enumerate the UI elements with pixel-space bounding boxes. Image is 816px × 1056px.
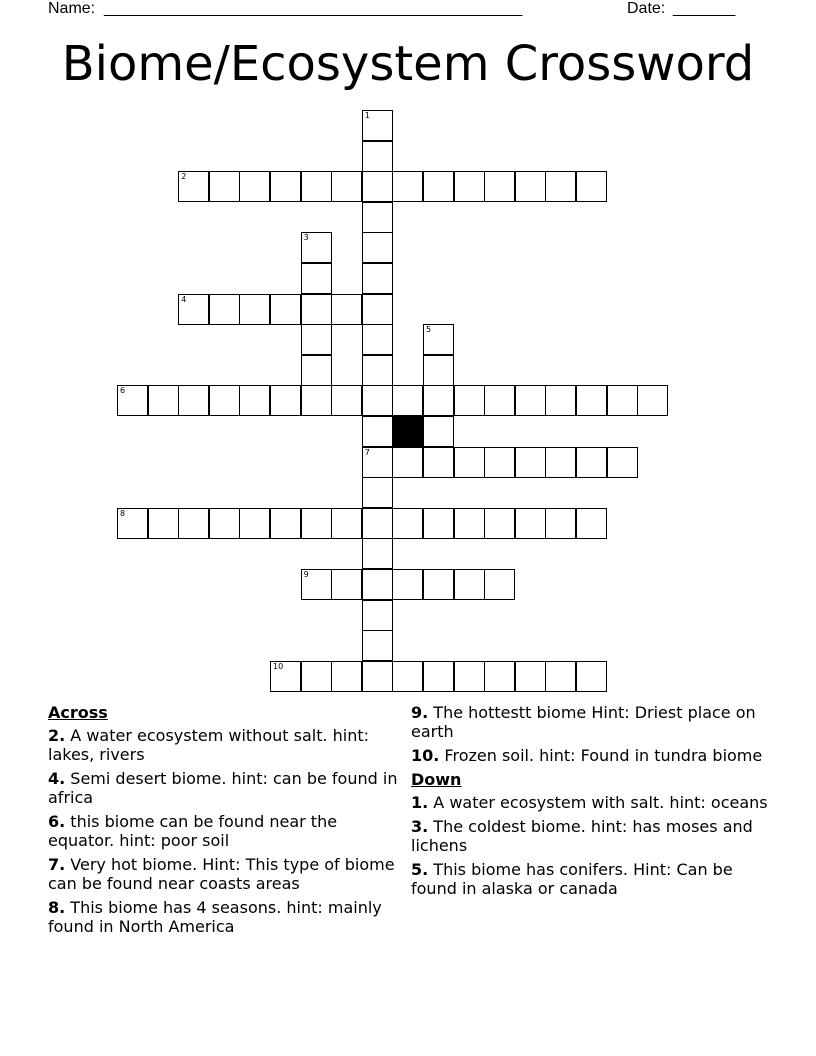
grid-cell[interactable] [270,294,301,325]
clue-text: A water ecosystem with salt. hint: oceans [428,793,768,812]
grid-cell[interactable] [270,661,301,692]
grid-cell[interactable] [515,661,546,692]
grid-cell[interactable] [148,385,179,416]
grid-cell[interactable] [301,171,332,202]
grid-cell[interactable] [545,385,576,416]
grid-cell[interactable] [301,355,332,386]
grid-cell[interactable] [178,171,209,202]
across-clue [48,855,398,893]
grid-cell[interactable] [362,232,393,263]
grid-cell[interactable] [423,569,454,600]
clue-text: Frozen soil. hint: Found in tundra biome [439,746,763,765]
grid-cell[interactable] [362,202,393,233]
grid-cell[interactable] [392,171,423,202]
grid-cell[interactable] [423,661,454,692]
grid-cell[interactable] [362,385,393,416]
grid-cell[interactable] [270,171,301,202]
clue-number: 9 [303,570,309,579]
grid-cell[interactable] [392,508,423,539]
grid-cell[interactable] [484,171,515,202]
down-clue-list [411,793,771,898]
grid-cell[interactable] [362,569,393,600]
grid-cell[interactable] [607,447,638,478]
grid-cell[interactable] [454,447,485,478]
clue-number: 1 [364,111,370,120]
name-blank[interactable]: _______________________________________________ [104,0,523,17]
grid-cell[interactable] [362,110,393,141]
clue-number-label: 9. [411,703,429,722]
grid-cell[interactable] [484,447,515,478]
across-clue [411,746,771,765]
clue-number: 7 [364,447,370,457]
grid-cell[interactable] [362,324,393,355]
clue-number-label: 5. [411,860,429,879]
grid-cell[interactable] [362,263,393,294]
across-clue [411,703,771,741]
grid-cell[interactable] [148,508,179,539]
grid-cell[interactable] [515,447,546,478]
grid-cell[interactable] [484,569,515,600]
clue-text: The coldest biome. hint: has moses and lichens [411,817,753,855]
grid-cell[interactable] [331,385,362,416]
grid-cell[interactable] [576,171,607,202]
down-heading: Down [411,770,462,789]
across-clue-list-continued [411,703,771,765]
grid-cell[interactable] [454,569,485,600]
grid-cell[interactable] [392,661,423,692]
grid-cell[interactable] [301,294,332,325]
across-clue [48,726,398,764]
across-clue [48,898,398,936]
grid-cell[interactable] [454,171,485,202]
grid-cell[interactable] [362,477,393,508]
grid-cell[interactable] [301,385,332,416]
clue-number-label: 3. [411,817,429,836]
grid-cell[interactable] [362,447,393,478]
clue-number-label: 10. [411,746,440,765]
across-clue [48,812,398,850]
grid-cell[interactable] [239,171,270,202]
down-clue [411,817,771,855]
grid-cell[interactable] [545,447,576,478]
grid-cell[interactable] [331,569,362,600]
across-clue-list [48,726,398,936]
clue-text: This biome has 4 seasons. hint: mainly found in North America [48,898,382,936]
grid-cell[interactable] [117,508,148,539]
grid-cell[interactable] [515,508,546,539]
grid-cell[interactable] [576,447,607,478]
clue-number: 4 [181,294,187,304]
grid-cell[interactable] [362,171,393,202]
clues-left-column [48,703,398,941]
grid-cell[interactable] [392,385,423,416]
grid-cell[interactable] [209,508,240,539]
page-title: Biome/Ecosystem Crossword [61,36,755,92]
name-label: Name: [48,0,96,17]
down-clue [411,860,771,898]
grid-cell[interactable] [454,661,485,692]
grid-cell[interactable] [362,538,393,569]
grid-cell[interactable] [301,263,332,294]
grid-cell[interactable] [301,324,332,355]
grid-cell[interactable] [515,385,546,416]
grid-cell[interactable] [301,661,332,692]
grid-cell[interactable] [362,355,393,386]
clue-text: this biome can be found near the equator. hint: poor soil [48,812,338,850]
grid-cell[interactable] [545,661,576,692]
clue-number: 6 [120,386,126,396]
clue-text: This biome has conifers. Hint: Can be found in alaska or canada [411,860,733,898]
grid-cell[interactable] [362,600,393,631]
grid-cell[interactable] [331,171,362,202]
grid-cell[interactable] [454,385,485,416]
grid-cell[interactable] [484,661,515,692]
grid-cell[interactable] [576,661,607,692]
grid-cell[interactable] [270,508,301,539]
grid-cell[interactable] [576,385,607,416]
grid-cell[interactable] [423,416,454,447]
grid-cell[interactable] [209,171,240,202]
grid-cell[interactable] [209,385,240,416]
clue-number: 8 [120,508,126,518]
grid-cell[interactable] [362,416,393,447]
grid-cell[interactable] [362,141,393,172]
grid-cell[interactable] [362,661,393,692]
grid-cell[interactable] [331,661,362,692]
grid-cell[interactable] [545,171,576,202]
clue-number-label: 6. [48,812,66,831]
grid-cell[interactable] [362,508,393,539]
clue-number: 10 [273,661,284,671]
grid-cell[interactable] [362,630,393,661]
grid-cell[interactable] [362,294,393,325]
clue-number-label: 4. [48,769,66,788]
clue-text: Very hot biome. Hint: This type of biome can be found near coasts areas [48,855,395,893]
clue-number: 3 [303,233,309,243]
grid-cell[interactable] [637,385,668,416]
grid-cell[interactable] [331,508,362,539]
grid-cell[interactable] [239,508,270,539]
grid-cell[interactable] [392,447,423,478]
across-clue [48,769,398,807]
grid-cell[interactable] [576,508,607,539]
grid-cell[interactable] [117,385,148,416]
clue-number-label: 7. [48,855,66,874]
grid-cell[interactable] [239,294,270,325]
grid-cell[interactable] [607,385,638,416]
clue-text: A water ecosystem without salt. hint: lakes, rivers [48,726,370,764]
grid-cell[interactable] [239,385,270,416]
clue-text: Semi desert biome. hint: can be found in africa [48,769,398,807]
black-cell [392,416,423,447]
date-blank[interactable]: _______ [673,0,736,17]
grid-cell[interactable] [392,569,423,600]
grid-cell[interactable] [178,508,209,539]
clue-text: The hottestt biome Hint: Driest place on earth [411,703,756,741]
grid-cell[interactable] [178,385,209,416]
grid-cell[interactable] [178,294,209,325]
across-heading: Across [48,703,108,722]
grid-cell[interactable] [301,508,332,539]
grid-cell[interactable] [331,294,362,325]
grid-cell[interactable] [423,355,454,386]
grid-cell[interactable] [301,569,332,600]
grid-cell[interactable] [484,385,515,416]
clue-number-label: 1. [411,793,429,812]
clue-number-label: 2. [48,726,66,745]
clue-number: 5 [426,325,432,335]
grid-cell[interactable] [454,508,485,539]
grid-cell[interactable] [423,508,454,539]
down-clue [411,793,771,812]
grid-cell[interactable] [270,385,301,416]
grid-cell[interactable] [545,508,576,539]
grid-cell[interactable] [301,232,332,263]
date-label: Date: [627,0,666,17]
clues-right-column [411,703,771,903]
grid-cell[interactable] [423,171,454,202]
clue-number: 2 [181,172,187,182]
grid-cell[interactable] [423,324,454,355]
grid-cell[interactable] [484,508,515,539]
grid-cell[interactable] [423,447,454,478]
grid-cell[interactable] [209,294,240,325]
clue-number-label: 8. [48,898,66,917]
grid-cell[interactable] [515,171,546,202]
grid-cell[interactable] [423,385,454,416]
